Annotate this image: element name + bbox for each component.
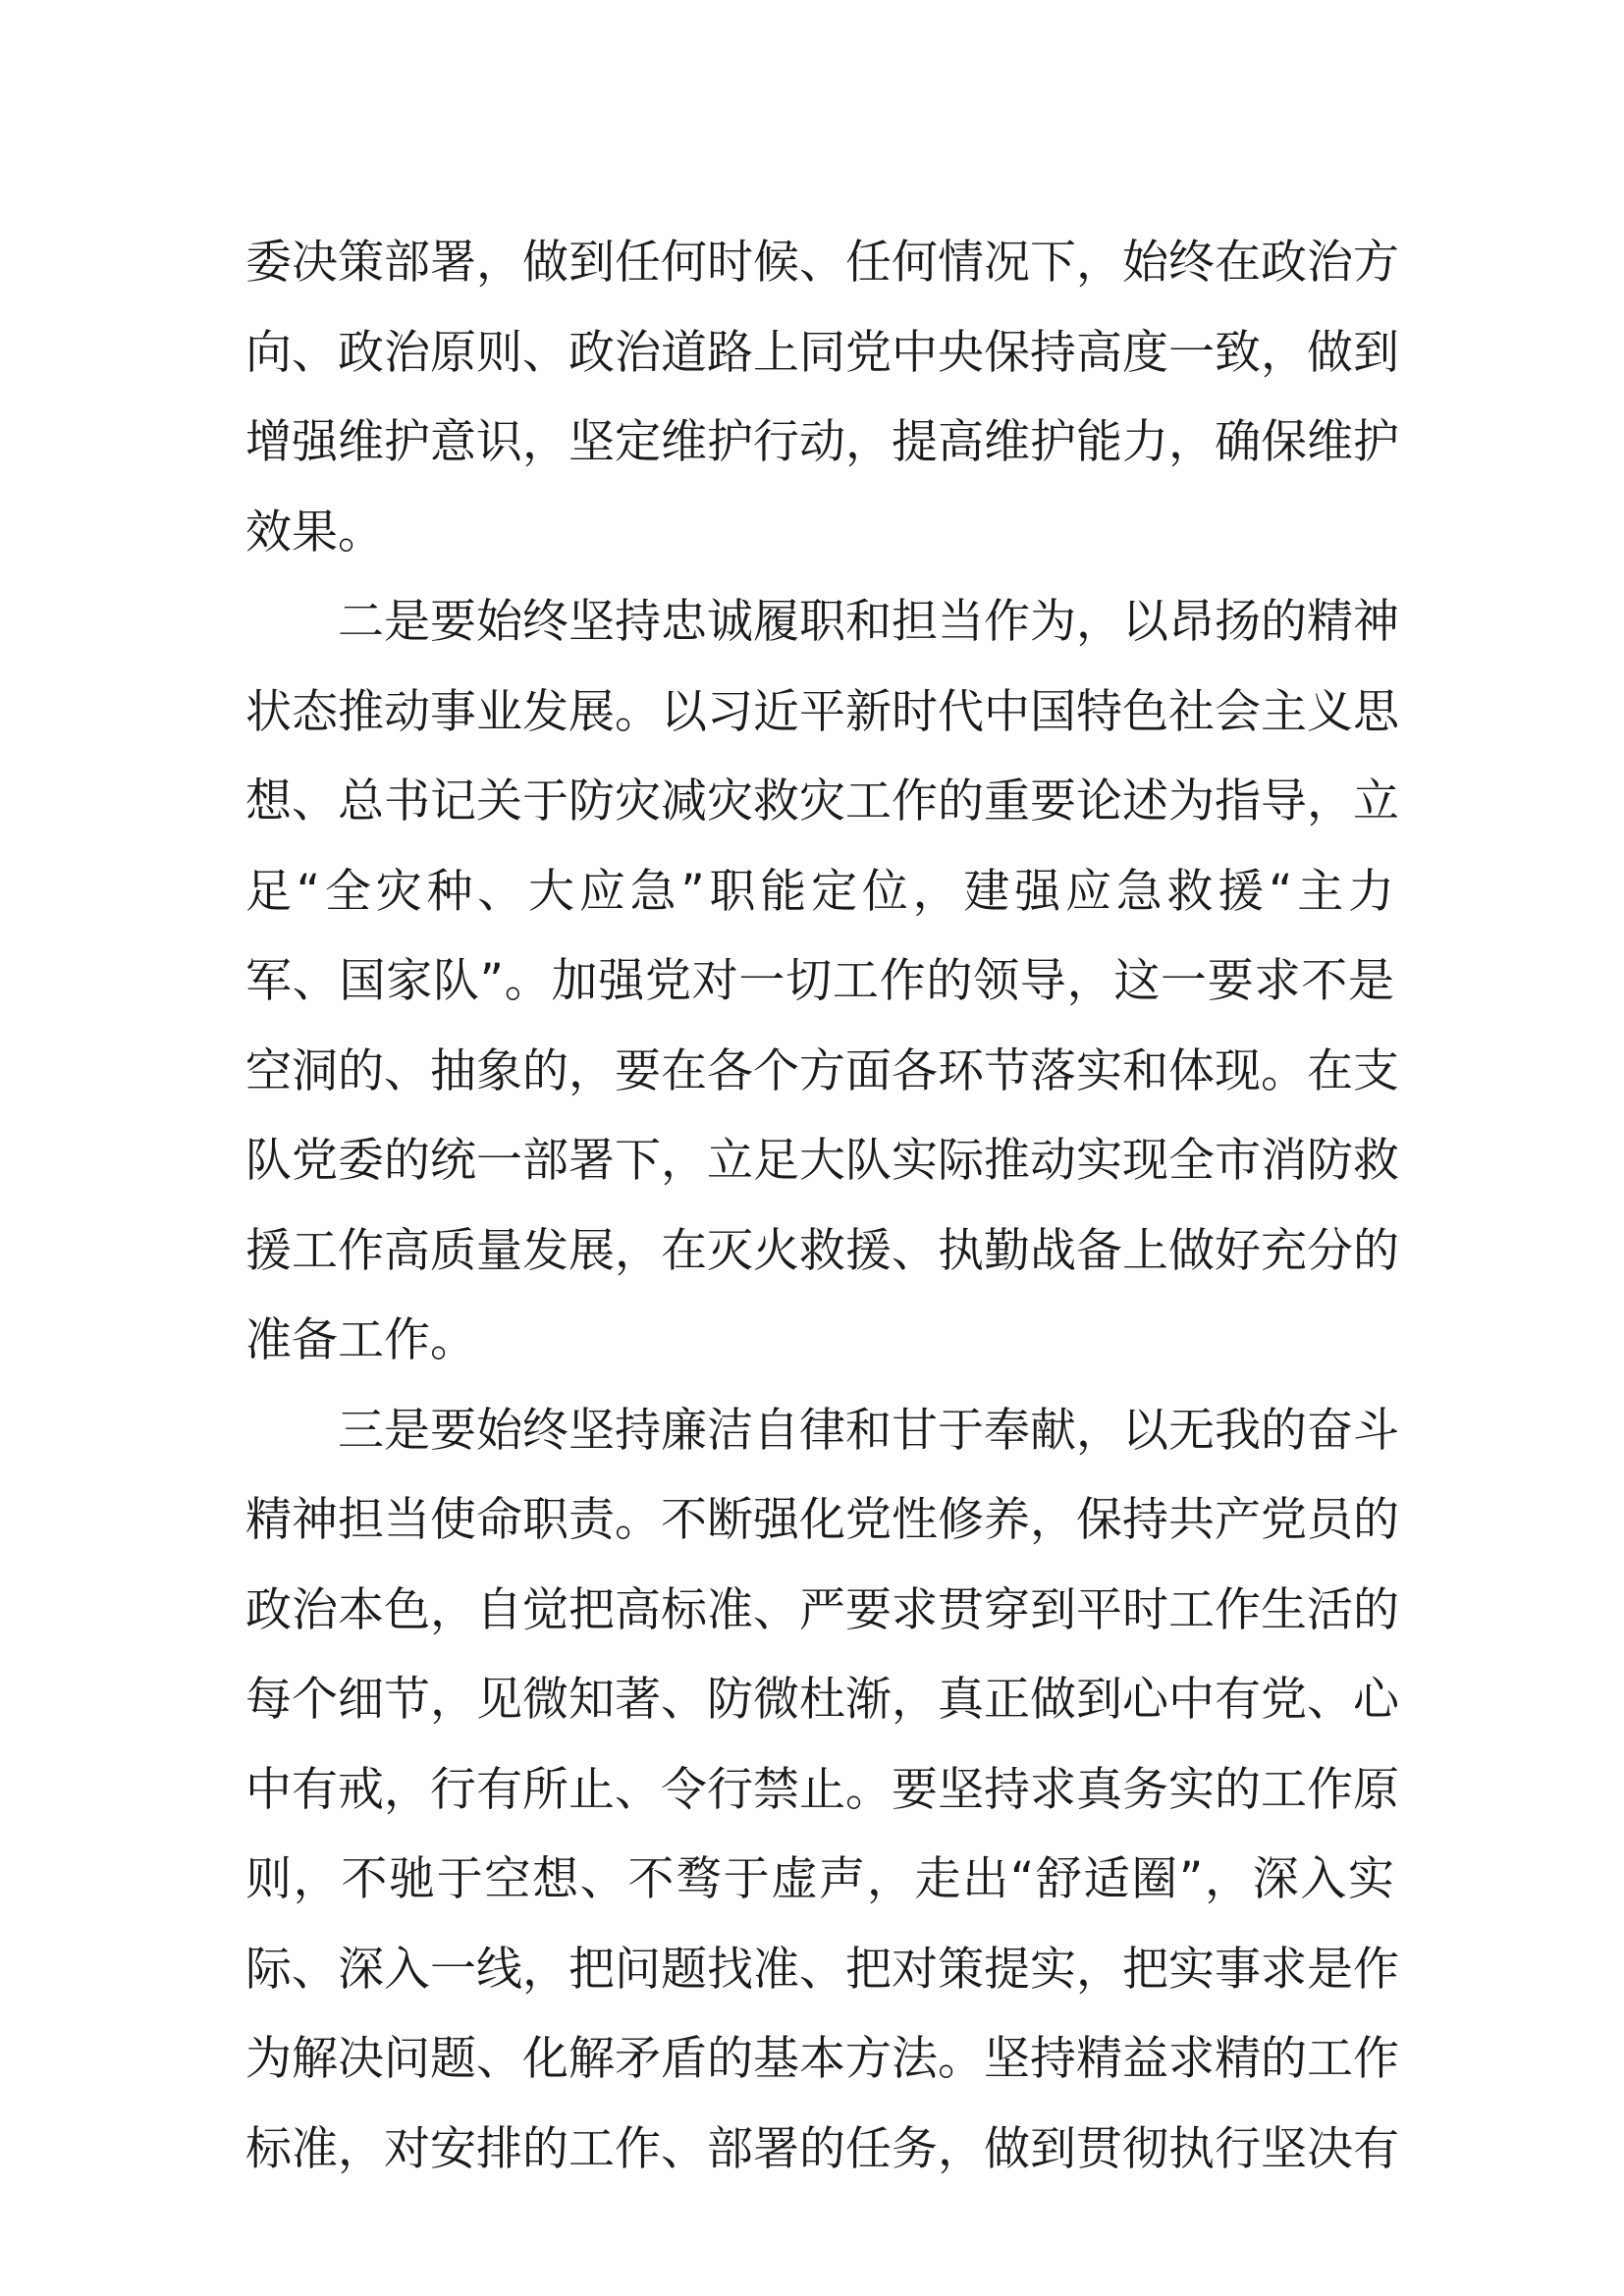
- text-line: 空洞的、抽象的，要在各个方面各环节落实和体现。在支: [245, 1043, 1399, 1098]
- text-line: 际、深入一线，把问题找准、把对策提实，把实事求是作: [245, 1942, 1399, 1997]
- text-line: 委决策部署，做到任何时候、任何情况下，始终在政治方: [245, 236, 1399, 290]
- text-line: 标准，对安排的工作、部署的任务，做到贯彻执行坚决有: [245, 2121, 1399, 2176]
- text-line: 向、政治原则、政治道路上同党中央保持高度一致，做到: [245, 325, 1399, 380]
- text-line: 效果。: [245, 505, 384, 560]
- text-line: 状态推动事业发展。以习近平新时代中国特色社会主义思: [245, 684, 1399, 739]
- text-line: 援工作高质量发展，在灭火救援、执勤战备上做好充分的: [245, 1223, 1399, 1278]
- text-line: 三是要始终坚持廉洁自律和甘于奉献，以无我的奋斗: [245, 1403, 1399, 1458]
- text-line: 中有戒，行有所止、令行禁止。要坚持求真务实的工作原: [245, 1762, 1399, 1817]
- text-line: 每个细节，见微知著、防微杜渐，真正做到心中有党、心: [245, 1673, 1399, 1727]
- text-line: 准备工作。: [245, 1313, 476, 1367]
- text-line: 想、总书记关于防灾减灾救灾工作的重要论述为指导，立: [245, 774, 1399, 828]
- text-line: 精神担当使命职责。不断强化党性修养，保持共产党员的: [245, 1493, 1399, 1547]
- text-line: 军、国家队”。加强党对一切工作的领导，这一要求不是: [245, 954, 1394, 1008]
- text-line: 则，不驰于空想、不骛于虚声，走出“舒适圈”，深入实: [245, 1852, 1394, 1906]
- body-text: [245, 218, 1399, 2194]
- text-line: 政治本色，自觉把高标准、严要求贯穿到平时工作生活的: [245, 1582, 1399, 1637]
- text-line: 二是要始终坚持忠诚履职和担当作为，以昂扬的精神: [245, 595, 1399, 649]
- text-line: 足“全灾种、大应急”职能定位，建强应急救援“主力: [245, 864, 1394, 919]
- text-line: 为解决问题、化解矛盾的基本方法。坚持精益求精的工作: [245, 2032, 1399, 2086]
- text-line: 队党委的统一部署下，立足大队实际推动实现全市消防救: [245, 1134, 1399, 1188]
- text-line: 增强维护意识，坚定维护行动，提高维护能力，确保维护: [245, 415, 1399, 469]
